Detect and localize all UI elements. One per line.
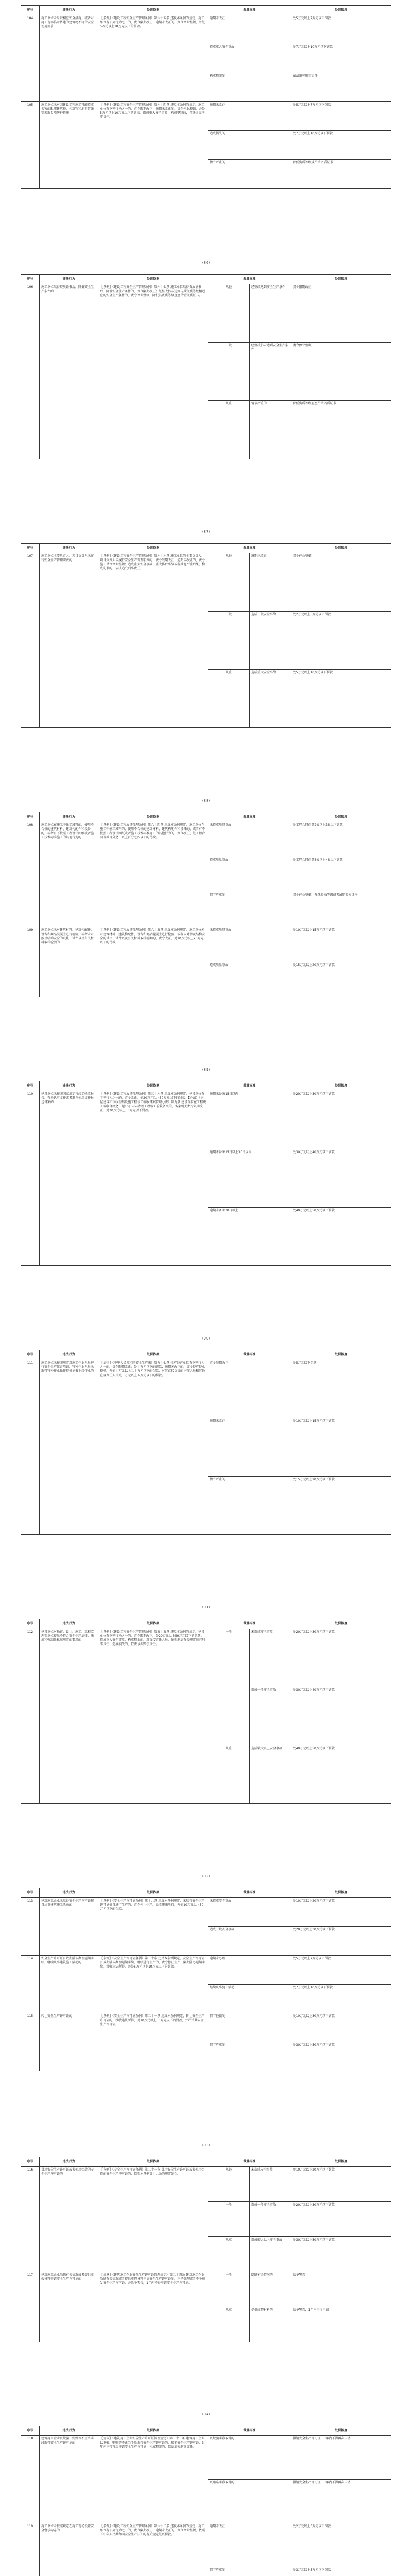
cell-no: 109	[21, 927, 40, 997]
cell-range: 处工程合同价款3%以上4%以下罚款	[291, 857, 391, 892]
cell-basis: 【条例】《安全生产许可证条例》第二十一条 冒用安全生产许可证或者使用伪造的安全生产许可证的，依照本条例第十九条的规定处罚。	[98, 2167, 208, 2272]
column-header-range: 处罚幅度	[291, 275, 391, 284]
cell-basis: 【条例】《建设工程安全生产管理条例》第六十六条 施工单位的主要负责人、项目负责人未履行安全生产管理职责的，责令限期改正；逾期未改正的，责令施工单位停业整顿；造成重大安全事故、重大伤亡事故或者其他严重后果，构成犯罪的，依法追究刑事责任。	[98, 553, 208, 728]
table-row	[21, 102, 391, 131]
cell-tier: 从轻	[208, 553, 250, 612]
cell-criteria: 逾期未办理	[208, 1956, 291, 1985]
cell-range: 处5万元以上7万元以下罚款	[291, 15, 391, 44]
penalty-table	[21, 1350, 391, 1535]
document-page	[0, 274, 412, 538]
table-row	[21, 2013, 391, 2042]
penalty-table	[21, 543, 391, 728]
column-header-basis: 处罚依据	[98, 275, 208, 284]
column-header-no: 序号	[21, 2426, 40, 2436]
cell-tier: 从重	[208, 670, 250, 728]
cell-range: 处5万元以下罚款	[291, 1360, 391, 1418]
cell-no: 107	[21, 553, 40, 728]
cell-tier: 一般	[208, 1629, 250, 1687]
table-header-row	[21, 2426, 391, 2436]
document	[0, 5, 412, 2576]
cell-criteria: 隐瞒有关情况的	[249, 2272, 291, 2307]
table-header-row	[21, 812, 391, 822]
column-header-act: 违法行为	[40, 6, 98, 15]
cell-act: 建筑施工企业以欺骗、贿赂等不正当手段取得安全生产许可证的	[40, 2436, 98, 2523]
column-header-no: 序号	[21, 812, 40, 822]
cell-range: 处20万元以上30万元以下罚款	[291, 1091, 391, 1149]
column-header-act: 违法行为	[40, 812, 98, 822]
column-header-no: 序号	[21, 1350, 40, 1360]
cell-criteria: 经整改仍未达到安全生产条件	[249, 343, 291, 401]
document-page	[0, 2157, 412, 2420]
page-number: (89)	[202, 1067, 210, 1072]
cell-basis: 【条例】《建设工程安全生产管理条例》第五十五条 违反本条例的规定，建设单位有下列行为之一的，责令限期改正，处20万元以上50万元以下的罚款；造成重大安全事故，构成犯罪的，对直接责任人员，依照刑法有关规定追究刑事责任；造成损失的，依法承担赔偿责任。	[98, 1629, 208, 1804]
cell-tier: 一般	[208, 2272, 250, 2307]
column-header-no: 序号	[21, 1081, 40, 1091]
cell-criteria: 逾期未备案30日以上	[208, 1208, 291, 1266]
document-page	[0, 812, 412, 1076]
column-header-basis: 处罚依据	[98, 1350, 208, 1360]
cell-criteria: 未造成质量事故	[208, 822, 291, 857]
column-header-crit: 裁量标准	[208, 544, 291, 553]
cell-range: 依法追究刑事责任	[291, 73, 391, 102]
column-header-no: 序号	[21, 275, 40, 284]
cell-criteria: 未造成质量事故	[208, 927, 291, 962]
cell-criteria: 情节严重的	[208, 160, 291, 189]
cell-criteria: 造成一般安全事故	[249, 2202, 291, 2237]
document-page	[0, 1619, 412, 1883]
cell-basis: 【条例】《建设工程安全生产管理条例》第六十五条 违反本条例的规定，施工单位有下列行为之一的，责令限期改正；逾期未改正的，责令停业整顿，并处5万元以上10万元以下的罚款。	[98, 15, 208, 102]
cell-basis: 【条例】《建设工程质量管理条例》第六十四条 违反本条例规定，施工单位在施工中偷工减料的，使用不合格的建筑材料、建筑构配件和设备的，或者有不按照工程设计图纸或者施工技术标准施工的其他行为的，责令改正，处工程合同价款百分之二以上百分之四以下的罚款。	[98, 822, 208, 927]
cell-act: 转让安全生产许可证的	[40, 2013, 98, 2071]
table-row	[21, 2272, 391, 2307]
cell-no: 119	[21, 2523, 40, 2576]
cell-no: 111	[21, 1360, 40, 1535]
cell-range: 处10万元以上30万元以下罚款	[291, 2013, 391, 2042]
penalty-table	[21, 274, 391, 459]
cell-criteria: 逾期未改正	[249, 553, 291, 612]
penalty-table	[21, 2157, 391, 2342]
cell-range: 责令停业整顿，降低资质等级或者吊销资质证书	[291, 892, 391, 927]
cell-act: 冒用安全生产许可证或者使用伪造的安全生产许可证的	[40, 2167, 98, 2272]
cell-no: 114	[21, 1956, 40, 2013]
cell-tier	[208, 1687, 250, 1745]
column-header-crit: 裁量标准	[208, 6, 291, 15]
column-header-act: 违法行为	[40, 275, 98, 284]
table-header-row	[21, 2157, 391, 2167]
document-page	[0, 1350, 412, 1614]
cell-criteria: 经整改达到安全生产条件	[249, 284, 291, 343]
table-row	[21, 1091, 391, 1149]
cell-criteria: 继续从事施工活动	[208, 1985, 291, 2013]
cell-act: 施工单位在施工中偷工减料的，使用不合格的建筑材料、建筑构配件和设备的，或者有不按照工程设计图纸或者施工技术标准施工的其他行为的	[40, 822, 98, 927]
cell-tier: 一般	[208, 612, 250, 670]
table-header-row	[21, 1619, 391, 1629]
page-number: (92)	[202, 1874, 210, 1878]
column-header-range: 处罚幅度	[291, 1619, 391, 1629]
table-header-row	[21, 6, 391, 15]
column-header-act: 违法行为	[40, 1350, 98, 1360]
document-page	[0, 1888, 412, 2151]
column-header-no: 序号	[21, 2157, 40, 2167]
column-header-act: 违法行为	[40, 2426, 98, 2436]
cell-criteria: 责令限期改正	[208, 1360, 291, 1418]
column-header-no: 序号	[21, 544, 40, 553]
cell-range: 处5万元以上10万元以下罚款	[291, 670, 391, 728]
cell-criteria: 情节严重的	[208, 892, 291, 927]
cell-act: 建设单位对勘察、设计、施工、工程监理等单位提出不符合安全生产法律、法规和强制性标准规定的要求的	[40, 1629, 98, 1804]
cell-range: 处7万元以上10万元以下罚款	[291, 44, 391, 73]
column-header-act: 违法行为	[40, 544, 98, 553]
penalty-table	[21, 1081, 391, 1266]
page-number: (86)	[202, 261, 210, 265]
cell-tier: 一般	[208, 343, 250, 401]
page-number: (91)	[202, 1605, 210, 1609]
cell-basis: 【条例】《安全生产许可证条例》第二十条 违反本条例规定，安全生产许可证有效期满未办理延期手续，继续进行生产的，责令停止生产，限期补办延期手续，没收违法所得，并处5万元以上10万元以下的罚款。	[98, 1956, 208, 2013]
column-header-crit: 裁量标准	[208, 2157, 291, 2167]
cell-criteria: 逾期未改正	[208, 2523, 291, 2567]
cell-range: 处5万元以上7万元以下罚款	[291, 1956, 391, 1985]
cell-range: 处2万元以上3万元以下罚款	[291, 2523, 391, 2567]
cell-criteria: 以欺骗手段取得的	[208, 2436, 291, 2480]
table-header-row	[21, 544, 391, 553]
cell-basis: 【条例】《建设工程安全生产管理条例》第六十七条 施工单位取得资质证书后，降低安全生产条件的，责令限期改正；经整改仍未达到与其资质等级相适应的安全生产条件的，责令停业整顿，降低其资质等级直至吊销资质证书。	[98, 284, 208, 459]
column-header-basis: 处罚依据	[98, 812, 208, 822]
table-row	[21, 2167, 391, 2202]
document-page	[0, 1081, 412, 1345]
cell-criteria: 情节轻微的	[208, 2013, 291, 2042]
cell-no: 104	[21, 15, 40, 102]
document-page	[0, 2426, 412, 2576]
cell-tier: 从重	[208, 2237, 250, 2272]
cell-criteria: 未造成安全事故	[249, 2167, 291, 2202]
table-header-row	[21, 275, 391, 284]
table-row	[21, 1360, 391, 1418]
cell-criteria: 造成较大以上安全事故	[249, 2237, 291, 2272]
document-page	[0, 543, 412, 807]
cell-range: 处30万元以上40万元以下罚款	[291, 1687, 391, 1745]
column-header-act: 违法行为	[40, 2157, 98, 2167]
cell-act: 施工单位取得资质证书后，降低安全生产条件的	[40, 284, 98, 459]
cell-no: 118	[21, 2436, 40, 2523]
table-header-row	[21, 1350, 391, 1360]
cell-no: 117	[21, 2272, 40, 2342]
cell-basis: 【条例】《安全生产许可证条例》第十九条 违反本条例规定，未取得安全生产许可证擅自进行生产的，责令停止生产，没收违法所得，并处10万元以上50万元以下的罚款。	[98, 1898, 208, 1956]
penalty-table	[21, 812, 391, 997]
cell-basis: 【条例】《安全生产许可证条例》第二十一条 违反本条例规定，转让安全生产许可证的，没收违法所得，处10万元以上50万元以下的罚款，并吊销其安全生产许可证。	[98, 2013, 208, 2071]
column-header-crit: 裁量标准	[208, 1619, 291, 1629]
page-number: (90)	[202, 1336, 210, 1341]
cell-criteria: 逾期未备案15日以上30日以内	[208, 1149, 291, 1208]
cell-range: 处40万元以上50万元以下罚款	[291, 1208, 391, 1266]
cell-no: 113	[21, 1898, 40, 1956]
cell-criteria: 造成一般安全事故	[249, 612, 291, 670]
table-row	[21, 1629, 391, 1687]
cell-basis: 【规章】《建筑施工企业安全生产许可证管理规定》第二十四条 建筑施工企业隐瞒有关情况或者提供虚假材料申请安全生产许可证的，不予受理或者不予颁发安全生产许可证，并给予警告，1年内不得申请安全生产许可证。	[98, 2272, 208, 2342]
table-row	[21, 284, 391, 343]
cell-criteria: 未造成安全事故	[249, 1629, 291, 1687]
table-row	[21, 1956, 391, 1985]
table-row	[21, 553, 391, 612]
table-row	[21, 1898, 391, 1927]
cell-act: 施工单位未按照规定对施工作业人员进行安全生产教育培训，特种作业人员未取得特种作业操作资格证书上岗作业的	[40, 1360, 98, 1535]
table-row	[21, 822, 391, 857]
cell-basis: 【条例】《建设工程安全生产管理条例》第六十四条 违反本条例的规定，施工单位有下列行为之一的，责令限期改正；逾期未改正的，责令停业整顿，并处5万元以上10万元以下的罚款；造成重大安全事故，构成犯罪的，依法追究刑事责任。	[98, 102, 208, 189]
cell-range: 责令停业整顿	[291, 343, 391, 401]
column-header-no: 序号	[21, 1888, 40, 1898]
table-header-row	[21, 1081, 391, 1091]
cell-no: 106	[21, 284, 40, 459]
column-header-range: 处罚幅度	[291, 2157, 391, 2167]
penalty-table	[21, 1888, 391, 2071]
cell-range: 处20万元以上30万元以下罚款	[291, 1629, 391, 1687]
cell-criteria: 造成一般安全事故	[249, 1687, 291, 1745]
table-row	[21, 927, 391, 962]
cell-criteria: 提供虚假材料的	[249, 2307, 291, 2342]
cell-range: 处10万元以上20万元以下罚款	[291, 2167, 391, 2202]
cell-range: 处工程合同价款2%以上3%以下罚款	[291, 822, 391, 857]
column-header-act: 违法行为	[40, 1619, 98, 1629]
cell-criteria: 造成重大安全事故	[208, 44, 291, 73]
cell-basis: 【法律】《中华人民共和国安全生产法》第九十七条 生产经营单位有下列行为之一的，责令限期改正，处十万元以下的罚款；逾期未改正的，责令停产停业整顿，并处十万元以上二十万元以下的罚款，对其直接负责的主管人员和其他直接责任人员处二万元以上五万元以下的罚款。	[98, 1360, 208, 1535]
cell-no: 108	[21, 822, 40, 927]
cell-criteria: 造成一般安全事故	[208, 1927, 291, 1956]
cell-range: 处30万元以上50万元以下罚款	[291, 2042, 391, 2071]
cell-no: 110	[21, 1091, 40, 1266]
penalty-table	[21, 1619, 391, 1804]
cell-range: 处10万元以上20万元以下罚款	[291, 1898, 391, 1927]
cell-act: 施工单位主要负责人、项目负责人未履行安全生产管理职责的	[40, 553, 98, 728]
cell-act: 施工单位未对建筑材料、建筑构配件、设备和商品混凝土进行检验，或者未对涉及结构安全的试块、试件以及有关材料取样检测的	[40, 927, 98, 997]
cell-range: 降低资质等级或吊销资质证书	[291, 160, 391, 189]
cell-criteria: 逾期未备案15日以内	[208, 1091, 291, 1149]
column-header-basis: 处罚依据	[98, 2426, 208, 2436]
cell-act: 建筑施工企业隐瞒有关情况或者提供虚假材料申请安全生产许可证的	[40, 2272, 98, 2342]
cell-no: 105	[21, 102, 40, 189]
cell-criteria: 逾期未改正	[208, 1418, 291, 1477]
column-header-basis: 处罚依据	[98, 6, 208, 15]
cell-tier: 从重	[208, 1745, 250, 1804]
column-header-basis: 处罚依据	[98, 544, 208, 553]
cell-basis: 【规章】《建筑施工企业安全生产许可证管理规定》第二十五条 建筑施工企业以欺骗、贿赂等不正当手段取得安全生产许可证的，撤销安全生产许可证，3年内不得再次申请安全生产许可证；构成犯罪的，依法追究刑事责任。	[98, 2436, 208, 2523]
page-number: (93)	[202, 2143, 210, 2147]
cell-act: 施工单位未按照规定在施工现场设置安全警示标志的	[40, 2523, 98, 2576]
cell-criteria: 以贿赂手段取得的	[208, 2480, 291, 2523]
penalty-table	[21, 2426, 391, 2576]
cell-range: 处10万元以上15万元以下罚款	[291, 1418, 391, 1477]
page-number: (94)	[202, 2412, 210, 2416]
column-header-crit: 裁量标准	[208, 1081, 291, 1091]
column-header-crit: 裁量标准	[208, 1350, 291, 1360]
column-header-range: 处罚幅度	[291, 2426, 391, 2436]
cell-act: 建筑施工企业未取得安全生产许可证擅自从事建筑施工活动的	[40, 1898, 98, 1956]
cell-range: 处30万元以上40万元以下罚款	[291, 1149, 391, 1208]
cell-tier: 从重	[208, 2307, 250, 2342]
table-row	[21, 2523, 391, 2567]
column-header-crit: 裁量标准	[208, 2426, 291, 2436]
cell-no: 116	[21, 2167, 40, 2272]
column-header-basis: 处罚依据	[98, 2157, 208, 2167]
column-header-range: 处罚幅度	[291, 1350, 391, 1360]
column-header-act: 违法行为	[40, 1888, 98, 1898]
cell-tier: 从重	[208, 401, 250, 459]
cell-criteria: 未造成安全事故	[208, 1898, 291, 1927]
cell-criteria: 造成质量事故	[208, 962, 291, 997]
cell-act: 安全生产许可证有效期满未办理延期手续，继续从事建筑施工活动的	[40, 1956, 98, 2013]
document-page	[0, 5, 412, 269]
column-header-range: 处罚幅度	[291, 1081, 391, 1091]
cell-basis: 【条例】《建设工程安全生产管理条例》第六十二条 违反本条例的规定，施工单位有下列行为之一的，责令限期改正；逾期未改正的，责令停业整顿，依照《中华人民共和国安全生产法》的有关规定处以罚款。	[98, 2523, 208, 2576]
table-row	[21, 15, 391, 44]
cell-range: 责令限期改正	[291, 284, 391, 343]
column-header-range: 处罚幅度	[291, 812, 391, 822]
cell-criteria: 造成损失的	[208, 131, 291, 160]
column-header-act: 违法行为	[40, 1081, 98, 1091]
column-header-basis: 处罚依据	[98, 1888, 208, 1898]
cell-act: 建设单位未按照国家规定将竣工验收报告、有关认可文件或者准许使用文件报送备案的	[40, 1091, 98, 1266]
table-header-row	[21, 1888, 391, 1898]
cell-criteria: 构成犯罪的	[208, 73, 291, 102]
cell-range: 降低资质等级直至吊销资质证书	[291, 401, 391, 459]
penalty-table	[21, 5, 391, 189]
cell-range: 撤销安全生产许可证，3年内不得再次申请	[291, 2480, 391, 2523]
cell-tier: 一般	[208, 2202, 250, 2237]
column-header-range: 处罚幅度	[291, 6, 391, 15]
cell-range: 处20万元以上30万元以下罚款	[291, 2202, 391, 2237]
column-header-basis: 处罚依据	[98, 1619, 208, 1629]
cell-range: 处10万元以上15万元以下罚款	[291, 927, 391, 962]
column-header-range: 处罚幅度	[291, 1888, 391, 1898]
cell-tier: 从轻	[208, 284, 250, 343]
cell-tier: 从轻	[208, 2167, 250, 2202]
column-header-no: 序号	[21, 6, 40, 15]
cell-criteria: 造成较大以上安全事故	[249, 1745, 291, 1804]
cell-basis: 【条例】《建设工程质量管理条例》第六十五条 违反本条例规定，施工单位未对建筑材料、建筑构配件、设备和商品混凝土进行检验，或者未对涉及结构安全的试块、试件以及有关材料取样检测的，责令改正，处10万元以上20万元以下的罚款。	[98, 927, 208, 997]
cell-range: 责令停业整顿	[291, 553, 391, 612]
column-header-no: 序号	[21, 1619, 40, 1629]
cell-criteria: 情节严重的	[208, 2042, 291, 2071]
cell-criteria: 情节严重的	[208, 1477, 291, 1535]
page-number: (87)	[202, 530, 210, 534]
column-header-crit: 裁量标准	[208, 812, 291, 822]
cell-range: 处20万元以上30万元以下罚款	[291, 1927, 391, 1956]
cell-no: 112	[21, 1629, 40, 1804]
cell-basis: 【条例】《建设工程质量管理条例》第五十六条 违反本条例规定，建设单位有下列行为之一的，责令改正，处20万元以上50万元以下的罚款。【办法】《房屋建筑和市政基础设施工程竣工验收备案管理办法》第九条 建设单位在工程竣工验收合格之日起15日内未办理工程竣工验收备案的，备案机关责令限期改正，处20万元以上50万元以下罚款。	[98, 1091, 208, 1266]
cell-range: 给予警告	[291, 2272, 391, 2307]
cell-range: 给予警告，1年内不得申请	[291, 2307, 391, 2342]
cell-act: 施工单位未对因建设工程施工可能造成损害的毗邻建筑物、构筑物和地下管线等采取专项防护措施	[40, 102, 98, 189]
cell-criteria: 逾期未改正	[208, 102, 291, 131]
cell-range: 处15万元以上20万元以下罚款	[291, 962, 391, 997]
cell-range: 处7万元以上10万元以下罚款	[291, 131, 391, 160]
cell-criteria: 逾期未改正	[208, 15, 291, 44]
cell-range: 处40万元以上50万元以下罚款	[291, 1745, 391, 1804]
cell-range: 处15万元以上20万元以下罚款	[291, 1477, 391, 1535]
column-header-range: 处罚幅度	[291, 544, 391, 553]
cell-no: 115	[21, 2013, 40, 2071]
cell-range: 撤销安全生产许可证，3年内不得再次申请	[291, 2436, 391, 2480]
cell-criteria: 情节严重的	[208, 2567, 291, 2576]
cell-range: 处3万元以上5万元以下罚款	[291, 2567, 391, 2576]
cell-range: 处2万元以上5万元以下罚款	[291, 612, 391, 670]
cell-criteria: 情节严重的	[249, 401, 291, 459]
cell-range: 处30万元以上50万元以下罚款	[291, 2237, 391, 2272]
page-number: (88)	[202, 799, 210, 803]
cell-range: 处7万元以上10万元以下罚款	[291, 1985, 391, 2013]
cell-range: 处5万元以上7万元以下罚款	[291, 102, 391, 131]
cell-criteria: 造成重大安全事故	[249, 670, 291, 728]
cell-criteria: 造成质量事故	[208, 857, 291, 892]
column-header-basis: 处罚依据	[98, 1081, 208, 1091]
cell-act: 施工单位未采取相应安全措施，或者对施工现场临时搭建的建筑物不符合安全使用要求	[40, 15, 98, 102]
table-row	[21, 2436, 391, 2480]
column-header-crit: 裁量标准	[208, 275, 291, 284]
column-header-crit: 裁量标准	[208, 1888, 291, 1898]
